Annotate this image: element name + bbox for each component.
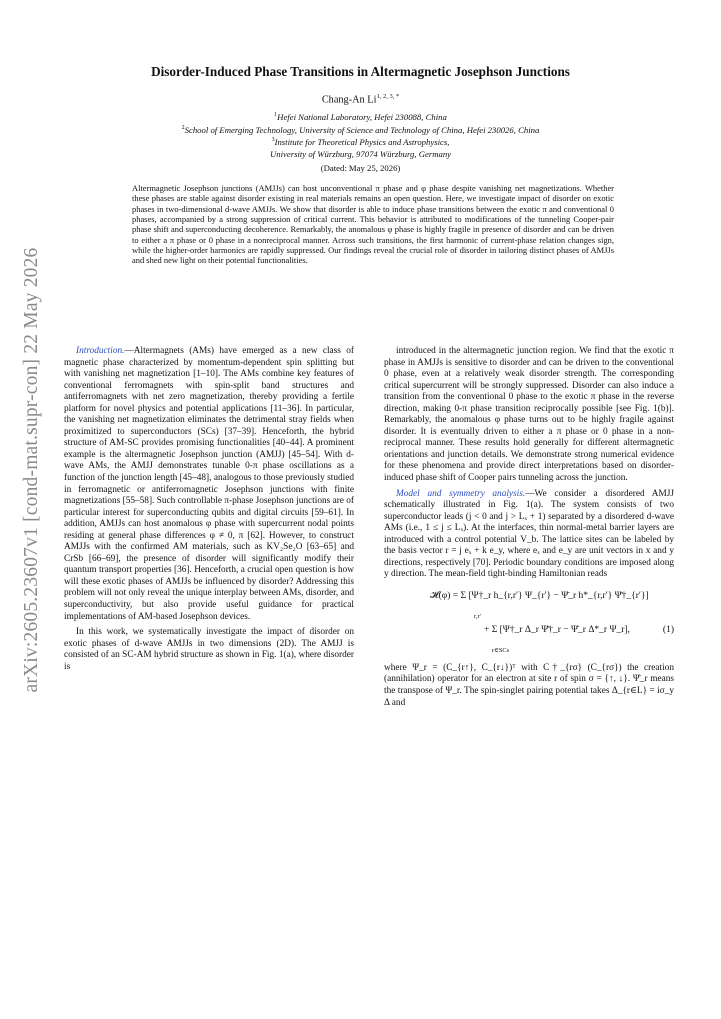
affiliation-1: $^1$Hefei National Laboratory, Hefei 230088, China — [274, 112, 447, 122]
affiliation-3: $^3$Institute for Theoretical Physics and Astrophysics, — [271, 137, 450, 147]
equation-number: (1) — [662, 624, 674, 635]
section-head-introduction[interactable]: Introduction. — [76, 346, 125, 356]
intro-body: —Altermagnets (AMs) have emerged as a new class of magnetic phase characterized by momentum-dependent spin splitting but with vanishing net magnetization [1–10]. The AMs combine key features of conventional ferromagnets with spin-split band structures and antiferromagnets with net zero magnetization, thereby providing a fertile platform for novel physics and potential applications [11–36]. In particular, the vanishing net magnetization eliminates the detrimental stray fields when proximitized to superconductors (SCs) [37–39]. Henceforth, the hybrid structure of AM-SC provides promising functionalities [40–44]. A prominent example is the altermagnetic Josephson junction (AMJJ) [45–54]. With d-wave AMs, the AMJJ demonstrates tunable 0-π phase oscillations as a function of the junction length [45–48], analogous to those previously studied in ferromagnetic or antiferromagnetic Josephson junctions with finite magnetizations [55–58]. Such controllable π-phase Josephson junctions are of particular interest for superconducting qubits and digital circuits [59–61]. In addition, AMJJs can host anomalous φ phase with supercurrent nodal points residing at general phase differences φ ≠ 0, π [62]. However, to construct AMJJs with the confirmed AM materials, such as KV₂Se₂O [63–65] and CrSb [66–69], the presence of disorder will significantly modify their quantum transport properties [36]. Henceforth, a crucial open question is how will these exotic phases of AMJJs be influenced by disorder? Addressing this problem will not only reveal the unique interplay between AMs, disorder, and superconductivity, but also provide useful guidance for practical implementations of AM-based Josephson devices. — [64, 346, 354, 622]
findings-paragraph: introduced in the altermagnetic junction region. We find that the exotic π phase in AMJJs is sensitive to disorder and can be driven to the conventional 0 phase, even at a relatively weak disorder strength. The corresponding critical supercurrent will be strongly suppressed. Disorder can also induce a transition from the conventional 0 phase to the exotic π phase in the reverse direction, making 0-π phase transition reciprocally possible [see Fig. 1(b)]. Remarkably, the anomalous φ phase turns out to be highly fragile against disorder. It is eventually driven to either a π phase or 0 phase in a non-reciprocal manner. These results hold generally for different altermagnetic orientations and junction details. We demonstrate strong numerical evidence for these phenomena and provide direct interpretations based on disorder-induced phase shift of Cooper pairs tunneling across the junction. — [384, 346, 674, 484]
right-column — [384, 346, 674, 709]
equation-line-1: 𝓗(φ) = Σ [Ψ†_r h_{r,r′} Ψ_{r′} − Ψ̄_r h*_{r,r′} Ψ̄†_{r′}] $_{r,r'}$ — [430, 590, 649, 621]
abstract: Altermagnetic Josephson junctions (AMJJs) can host unconventional π phase and φ phase despite vanishing net magnetizations. Whether these phases are stable against disorder existing in real materials remains an open question. Here, we investigate impact of disorder on exotic phases in two-dimensional d-wave AMJJs. We show that disorder is able to induce phase transitions between the exotic π and conventional 0 phases, accompanied by a strong suppression of critical current. This behavior is attributed to modifications of the tunneling Cooper-pair phase shift and superconducting decoherence. Remarkably, the anomalous φ phase is highly fragile in presence of disorder and can be driven to either a π phase or 0 phase in a nonreciprocal manner. Across such transitions, the first harmonic of current-phase relation changes sign, while the higher-order harmonics are rapidly suppressed. Our findings reveal the crucial role of disorder in tailoring distinct phases of AMJJs and shed new light on their potential functionalities. — [132, 183, 614, 266]
equation-line-2: + Σ [Ψ†_r Δ_r Ψ̄†_r − Ψ̄_r Δ*_r Ψ_r], $_{r\in SCs}$ — [484, 624, 630, 655]
model-body: —We consider a disordered AMJJ schematically illustrated in Fig. 1(a). The system consists of two superconductor leads (j < 0 and j > Lₓ + 1) separated by a disordered d-wave AMs (i.e., 1 ≤ j ≤ Lₓ). At the interfaces, thin normal-metal barrier layers are introduced with a control potential V_b. The lattice sites can be labeled by the basis vector r = j eₓ + k e_y, where eₓ and e_y are unit vectors in x and y directions, respectively [70]. Periodic boundary conditions are imposed along y direction. The mean-field tight-binding Hamiltonian reads — [384, 488, 674, 580]
sum-index-1: r,r′ — [474, 613, 481, 621]
operator-paragraph: where Ψ_r = (C_{r↑}, C_{r↓})ᵀ with C†_{rσ} (C_{rσ}) the creation (annihilation) operator for an electron at site r of spin σ = {↑, ↓}. Ψ̄_r means the transpose of Ψ_r. The spin-singlet pairing potential takes Δ_{r∈L} = iσ_y Δ and — [384, 662, 674, 708]
sum-index-2: r∈SCs — [492, 647, 510, 655]
intro-paragraph — [64, 346, 354, 623]
dated-line: (Dated: May 25, 2026) — [320, 163, 401, 173]
model-paragraph — [384, 489, 674, 581]
affiliation-2: $^2$School of Emerging Technology, University of Science and Technology of China, Hefei 230026, China — [181, 125, 540, 135]
work-paragraph: In this work, we systematically investigate the impact of disorder on exotic phases of d-wave AMJJs in two dimensions (2D). The AMJJ is consisted of an SC-AM hybrid structure as shown in Fig. 1(a), where disorder is — [64, 627, 354, 672]
author-name: Chang-An Li — [321, 94, 377, 106]
affiliation-3-cont: University of Würzburg, 97074 Würzburg, Germany — [269, 149, 452, 159]
left-column — [64, 346, 354, 673]
section-head-model[interactable]: Model and symmetry analysis. — [396, 488, 526, 499]
hamiltonian-equation — [384, 587, 674, 659]
arxiv-id-text: arXiv:2605.23607v1 [cond-mat.supr-con] 22 May 2026 — [21, 247, 42, 693]
arxiv-identifier-stamp — [18, 247, 46, 693]
author-line — [0, 93, 721, 105]
author-marks: 1, 2, 3, * — [376, 93, 400, 100]
paper-title: Disorder-Induced Phase Transitions in Altermagnetic Josephson Junctions — [151, 64, 570, 79]
